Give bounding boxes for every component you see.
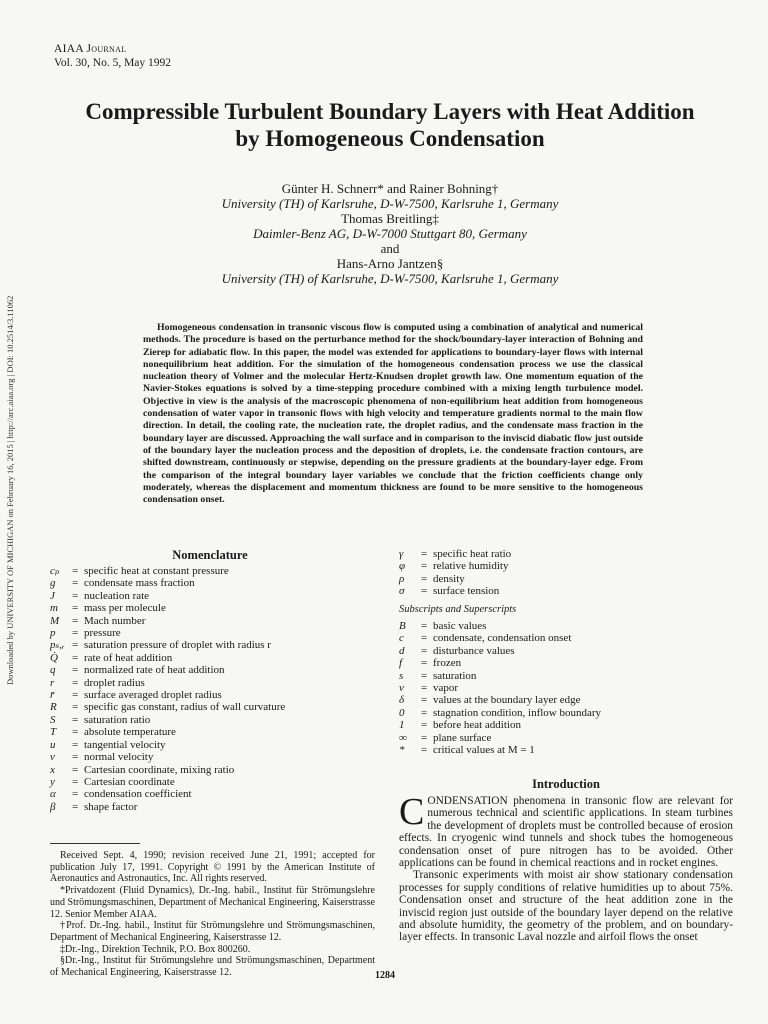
nomenclature-symbol: y <box>50 775 55 788</box>
nomenclature-definition: saturation <box>433 669 477 682</box>
nomenclature-symbol: ρ <box>399 572 405 585</box>
nomenclature-entry <box>50 639 360 651</box>
equals-sign: = <box>72 775 79 788</box>
equals-sign: = <box>421 706 428 719</box>
nomenclature-symbol: v <box>50 751 55 764</box>
nomenclature-heading: Nomenclature <box>172 548 248 562</box>
equals-sign: = <box>421 620 428 633</box>
intro-paragraph-2: Transonic experiments with moist air show stationary condensation processes for supply conditions of relative humidities up to about 75%. Condensation onset and structure of the heat addition zone in the inviscid region just outside of the boundary layer depend on the relative and absolute humidity, the geometry of the problem, and on boundary-layer effects. In transonic Laval nozzle and airfoil flows the onset <box>399 869 733 944</box>
nomenclature-definition: pressure <box>84 627 121 640</box>
nomenclature-entry <box>399 744 729 756</box>
nomenclature-symbol: φ <box>399 560 406 573</box>
nomenclature-symbol: s <box>399 669 404 682</box>
footnote-rule <box>50 843 140 844</box>
equals-sign: = <box>72 589 79 602</box>
footnote: *Privatdozent (Fluid Dynamics), Dr.-Ing. habil., Institut für Strömungslehre und Strömungsmaschinen, Department of Mechanical Engineering, Kaiserstrasse 12. Senior Member AIAA. <box>50 885 375 920</box>
nomenclature-definition: surface tension <box>433 585 500 598</box>
abstract-text: Homogeneous condensation in transonic viscous flow is computed using a combination of analytical and numerical methods. The procedure is based on the perturbance method for the shock/boundary-layer interaction of Bohning and Zierep for adiabatic flow. In this paper, the model was extended for applications to boundary-layer flows with internal nonequilibrium heat addition. For the simulation of the homogeneous condensation process we use the classical nucleation theory of Volmer and the molecular Hertz-Knudsen droplet growth law. One momentum equation of the Navier-Stokes equations is solved by a time-stepping procedure combined with a mixing length turbulence model. Objective in view is the analysis of the macroscopic phenomena of non-equilibrium heat addition from homogeneous condensation of water vapor in transonic flows with high velocity and temperature gradients normal to the main flow direction. In detail, the cooling rate, the nucleation rate, the droplet radius, and the condensate mass fraction in the boundary layer are discussed. Approaching the wall surface and in comparison to the inviscid diabatic flow just outside of the boundary layer the nucleation process and the deposition of droplets, i.e. the condensate fraction contours, are shifted downstream, continuously or stepwise, depending on the pressure gradients at the boundary-layer edge. From the comparison of the integral boundary layer variables we conclude that the friction coefficients change only moderately, whereas the displacement and momentum thickness are found to be more sensitive to the homogeneous condensation onset. <box>143 322 643 506</box>
nomenclature-definition: critical values at M = 1 <box>433 744 535 757</box>
introduction-body <box>399 791 733 944</box>
footnotes <box>50 843 375 979</box>
journal-header <box>54 42 171 70</box>
nomenclature-symbol: c <box>399 632 404 645</box>
footnote: Received Sept. 4, 1990; revision received June 21, 1991; accepted for publication July 17, 1991. Copyright © 1991 by the American Institute of Aeronautics and Astronautics, Inc. All rights reserved. <box>50 850 375 885</box>
nomenclature-list-left <box>50 565 360 813</box>
nomenclature-symbol: δ <box>399 694 405 707</box>
author-block <box>40 181 740 286</box>
equals-sign: = <box>72 639 79 652</box>
nomenclature-entry <box>50 689 360 701</box>
nomenclature-entry <box>50 590 360 602</box>
nomenclature-symbol: d <box>399 644 405 657</box>
nomenclature-symbol: J <box>50 589 55 602</box>
equals-sign: = <box>421 719 428 732</box>
nomenclature-symbol: g <box>50 577 56 590</box>
nomenclature-definition: relative humidity <box>433 560 509 573</box>
nomenclature-definition: Cartesian coordinate <box>84 775 175 788</box>
nomenclature-definition: surface averaged droplet radius <box>84 689 222 702</box>
nomenclature-entry <box>50 701 360 713</box>
nomenclature-entry <box>50 602 360 614</box>
nomenclature-entry <box>399 548 729 560</box>
equals-sign: = <box>421 560 428 573</box>
nomenclature-symbol: v <box>399 682 404 695</box>
equals-sign: = <box>72 565 79 577</box>
nomenclature-symbol: M <box>50 614 60 627</box>
nomenclature-entry <box>399 682 729 694</box>
author-name: and <box>380 241 400 256</box>
nomenclature-symbol: * <box>399 744 405 757</box>
nomenclature-symbol: ∞ <box>399 731 407 744</box>
nomenclature-list-right <box>399 548 729 757</box>
subscript-list <box>399 620 729 756</box>
equals-sign: = <box>72 726 79 739</box>
equals-sign: = <box>421 694 428 707</box>
paper-title <box>40 98 740 152</box>
nomenclature-symbol: 1 <box>399 719 405 732</box>
nomenclature-definition: plane surface <box>433 731 492 744</box>
nomenclature-entry <box>50 577 360 589</box>
nomenclature-definition: specific heat at constant pressure <box>84 565 229 577</box>
nomenclature-symbol: r̄ <box>50 689 55 702</box>
equals-sign: = <box>72 614 79 627</box>
abstract <box>143 322 643 506</box>
subscripts-heading: Subscripts and Superscripts <box>399 603 517 615</box>
nomenclature-symbol: q <box>50 664 56 677</box>
intro-paragraph-1 <box>399 791 733 870</box>
nomenclature-entry <box>50 801 360 813</box>
drop-cap: C <box>399 791 425 833</box>
equals-sign: = <box>72 627 79 640</box>
equals-sign: = <box>421 744 428 757</box>
equals-sign: = <box>72 713 79 726</box>
equals-sign: = <box>72 701 79 714</box>
nomenclature-entry <box>50 664 360 676</box>
nomenclature-symbol: α <box>50 788 56 801</box>
author-name: Thomas Breitling‡ <box>341 211 439 226</box>
nomenclature-entry <box>399 719 729 731</box>
nomenclature-definition: absolute temperature <box>84 726 176 739</box>
nomenclature-entry <box>399 645 729 657</box>
nomenclature-entry <box>50 565 360 577</box>
nomenclature-entry <box>50 714 360 726</box>
nomenclature-symbol: cₚ <box>50 565 60 577</box>
nomenclature-definition: frozen <box>433 657 462 670</box>
journal-volume: Vol. 30, No. 5, May 1992 <box>54 57 172 69</box>
nomenclature-entry <box>399 732 729 744</box>
nomenclature-definition: condensate, condensation onset <box>433 632 572 645</box>
nomenclature-definition: shape factor <box>84 800 138 813</box>
introduction-heading: Introduction <box>532 777 600 791</box>
equals-sign: = <box>421 669 428 682</box>
nomenclature-definition: nucleation rate <box>84 589 150 602</box>
nomenclature-symbol: p <box>50 627 56 640</box>
nomenclature-symbol: x <box>50 763 55 776</box>
equals-sign: = <box>72 751 79 764</box>
title-line-1: Compressible Turbulent Boundary Layers with Heat Addition <box>85 99 695 124</box>
nomenclature-entry <box>399 620 729 632</box>
nomenclature-definition: specific gas constant, radius of wall curvature <box>84 701 286 714</box>
equals-sign: = <box>72 577 79 590</box>
nomenclature-definition: specific heat ratio <box>433 548 512 560</box>
equals-sign: = <box>421 572 428 585</box>
equals-sign: = <box>421 657 428 670</box>
journal-name: AIAA Journal <box>54 43 127 55</box>
nomenclature-symbol: β <box>50 800 56 813</box>
nomenclature-definition: normalized rate of heat addition <box>84 664 225 677</box>
nomenclature-entry <box>50 652 360 664</box>
nomenclature-symbol: R <box>50 701 57 714</box>
nomenclature-symbol: T <box>50 726 57 739</box>
author-affiliation: University (TH) of Karlsruhe, D-W-7500, Karlsruhe 1, Germany <box>221 196 559 211</box>
nomenclature-definition: Cartesian coordinate, mixing ratio <box>84 763 235 776</box>
nomenclature-definition: mass per molecule <box>84 602 166 615</box>
title-line-2: by Homogeneous Condensation <box>235 126 545 151</box>
author-affiliation: Daimler-Benz AG, D-W-7000 Stuttgart 80, Germany <box>253 226 527 241</box>
equals-sign: = <box>72 651 79 664</box>
equals-sign: = <box>421 644 428 657</box>
author-name: Hans-Arno Jantzen§ <box>336 256 444 271</box>
nomenclature-entry <box>399 657 729 669</box>
nomenclature-entry <box>50 739 360 751</box>
equals-sign: = <box>72 602 79 615</box>
nomenclature-entry <box>50 751 360 763</box>
nomenclature-symbol: Q̇ <box>50 651 58 664</box>
footnote: †Prof. Dr.-Ing. habil., Institut für Strömungslehre und Strömungsmaschinen, Department of Mechanical Engineering, Kaiserstrasse 12. <box>50 920 375 943</box>
nomenclature-entry <box>399 670 729 682</box>
nomenclature-definition: droplet radius <box>84 676 145 689</box>
equals-sign: = <box>421 682 428 695</box>
equals-sign: = <box>72 676 79 689</box>
nomenclature-definition: tangential velocity <box>84 738 166 751</box>
nomenclature-definition: disturbance values <box>433 644 515 657</box>
nomenclature-definition: condensation coefficient <box>84 788 192 801</box>
nomenclature-entry <box>50 615 360 627</box>
author-name: Günter H. Schnerr* and Rainer Bohning† <box>281 181 499 196</box>
equals-sign: = <box>421 731 428 744</box>
nomenclature-symbol: σ <box>399 585 405 598</box>
equals-sign: = <box>72 763 79 776</box>
nomenclature-definition: density <box>433 572 465 585</box>
nomenclature-entry <box>50 726 360 738</box>
nomenclature-definition: rate of heat addition <box>84 651 173 664</box>
nomenclature-entry <box>399 560 729 572</box>
nomenclature-definition: Mach number <box>84 614 146 627</box>
equals-sign: = <box>72 738 79 751</box>
footnote: §Dr.-Ing., Institut für Strömungslehre und Strömungsmaschinen, Department of Mechanical Engineering, Kaiserstrasse 12. <box>50 955 375 979</box>
nomenclature-entry <box>399 707 729 719</box>
nomenclature-symbol: r <box>50 676 55 689</box>
nomenclature-symbol: u <box>50 738 56 751</box>
nomenclature-definition: normal velocity <box>84 751 154 764</box>
nomenclature-entry <box>50 627 360 639</box>
nomenclature-symbol: pₛ,ᵣ <box>50 639 65 652</box>
page-number: 1284 <box>375 970 395 981</box>
nomenclature-entry <box>50 776 360 788</box>
nomenclature-entry <box>50 677 360 689</box>
nomenclature-entry <box>399 694 729 706</box>
equals-sign: = <box>421 632 428 645</box>
nomenclature-symbol: m <box>50 602 58 615</box>
download-notice: Downloaded by UNIVERSITY OF MICHIGAN on February 16, 2015 | http://arc.aiaa.org | DOI: 10.2514/3.11062 <box>5 295 15 685</box>
nomenclature-symbol: f <box>399 657 403 670</box>
nomenclature-symbol: γ <box>399 548 404 560</box>
nomenclature-definition: condensate mass fraction <box>84 577 195 590</box>
footnote: ‡Dr.-Ing., Direktion Technik, P.O. Box 800260. <box>60 943 251 955</box>
equals-sign: = <box>72 689 79 702</box>
nomenclature-definition: saturation pressure of droplet with radius r <box>84 639 271 652</box>
nomenclature-symbol: B <box>399 620 406 633</box>
greek-symbol-list <box>399 548 729 598</box>
nomenclature-symbol: S <box>50 713 56 726</box>
equals-sign: = <box>421 585 428 598</box>
nomenclature-entry <box>50 764 360 776</box>
author-affiliation: University (TH) of Karlsruhe, D-W-7500, Karlsruhe 1, Germany <box>221 271 559 286</box>
nomenclature-entry <box>399 573 729 585</box>
nomenclature-entry <box>399 585 729 597</box>
equals-sign: = <box>72 664 79 677</box>
nomenclature-entry <box>399 632 729 644</box>
nomenclature-definition: before heat addition <box>433 719 521 732</box>
nomenclature-definition: saturation ratio <box>84 713 151 726</box>
equals-sign: = <box>72 788 79 801</box>
nomenclature-definition: vapor <box>433 682 459 695</box>
nomenclature-definition: basic values <box>433 620 487 633</box>
equals-sign: = <box>421 548 428 560</box>
equals-sign: = <box>72 800 79 813</box>
nomenclature-definition: stagnation condition, inflow boundary <box>433 706 602 719</box>
nomenclature-symbol: 0 <box>399 706 405 719</box>
intro-text-1: ONDENSATION phenomena in transonic flow are relevant for numerous technical and scientific applications. In steam turbines the development of droplets must be controlled because of erosion effects. In cryogenic wind tunnels and shock tubes the homogeneous condensation onset of pure nitrogen has to be avoided. Other applications can be found in chemical reactions and in rocket engines. <box>399 795 733 870</box>
nomenclature-entry <box>50 788 360 800</box>
nomenclature-definition: values at the boundary layer edge <box>433 694 581 707</box>
